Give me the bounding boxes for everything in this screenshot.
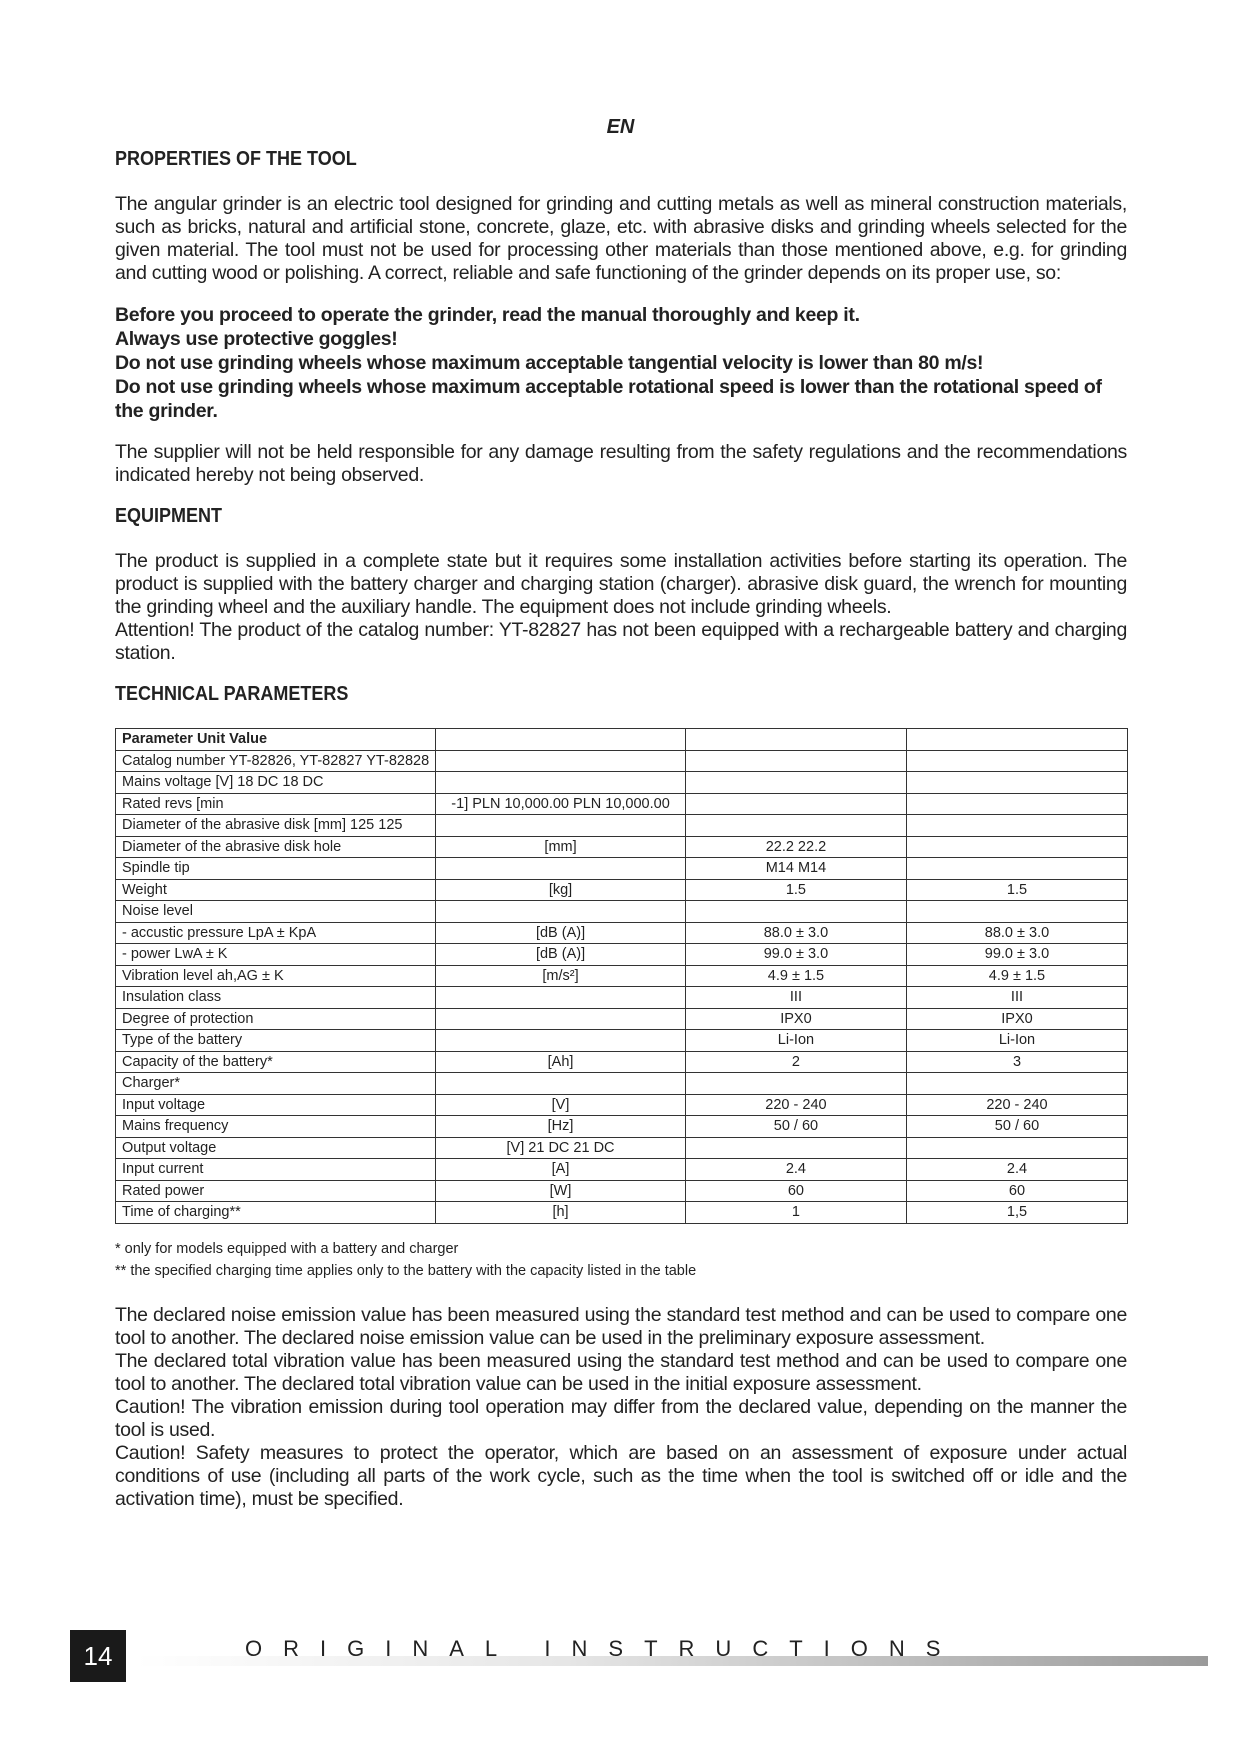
warning-item: Do not use grinding wheels whose maximum acceptable rotational speed is lower than the rotational speed of the grinder. (115, 376, 1102, 422)
table-cell (436, 750, 686, 772)
table-cell: [Hz] (436, 1116, 686, 1138)
table-cell: [m/s²] (436, 965, 686, 987)
table-row (116, 729, 1128, 751)
table-cell: Spindle tip (116, 858, 436, 880)
table-cell: Type of the battery (116, 1030, 436, 1052)
table-cell: [V] (436, 1094, 686, 1116)
properties-text: The angular grinder is an electric tool designed for grinding and cutting metals as well as mineral construction materials, such as bricks, natural and artificial stone, concrete, glaze, etc. with abrasive disks and grinding wheels selected for the given material. The tool must not be used for processing other materials than those mentioned above, e.g. for grinding and cutting wood or polishing. A correct, reliable and safe functioning of the grinder depends on its proper use, so: (115, 193, 1127, 284)
table-cell (906, 793, 1127, 815)
table-cell: 1.5 (906, 879, 1127, 901)
table-cell (906, 901, 1127, 923)
table-cell: Catalog number YT-82826, YT-82827 YT-82828 (116, 750, 436, 772)
table-cell (685, 1137, 906, 1159)
table-cell: 1.5 (685, 879, 906, 901)
table-cell: 220 - 240 (906, 1094, 1127, 1116)
table-cell (685, 901, 906, 923)
table-cell (906, 858, 1127, 880)
table-cell: [A] (436, 1159, 686, 1181)
table-row (116, 1180, 1128, 1202)
table-cell: 60 (685, 1180, 906, 1202)
table-row (116, 750, 1128, 772)
table-cell: Weight (116, 879, 436, 901)
table-cell: Capacity of the battery* (116, 1051, 436, 1073)
table-row (116, 901, 1128, 923)
table-cell: Li-Ion (685, 1030, 906, 1052)
properties-heading: PROPERTIES OF THE TOOL (115, 148, 357, 170)
table-cell: Rated revs [min (116, 793, 436, 815)
table-row (116, 772, 1128, 794)
closing-text: The declared total vibration value has been measured using the standard test method and can be used to compare one tool to another. The declared total vibration value can be used in the initial exposure assessment. (115, 1349, 1127, 1395)
table-row (116, 1202, 1128, 1224)
table-cell (685, 729, 906, 751)
table-cell: [dB (A)] (436, 922, 686, 944)
equipment-text: The product is supplied in a complete state but it requires some installation activities before starting its operation. The product is supplied with the battery charger and charging station (charger). abrasive disk guard, the wrench for mounting the grinding wheel and the auxiliary handle. The equipment does not include grinding wheels. (115, 550, 1127, 618)
table-row (116, 1137, 1128, 1159)
table-cell: 1 (685, 1202, 906, 1224)
table-row (116, 1051, 1128, 1073)
table-cell (906, 772, 1127, 794)
table-row (116, 1116, 1128, 1138)
table-cell: IPX0 (906, 1008, 1127, 1030)
table-cell: Input voltage (116, 1094, 436, 1116)
table-row (116, 1159, 1128, 1181)
table-row (116, 793, 1128, 815)
table-cell: IPX0 (685, 1008, 906, 1030)
table-cell (685, 750, 906, 772)
table-cell (436, 987, 686, 1009)
table-cell: 60 (906, 1180, 1127, 1202)
table-cell: Output voltage (116, 1137, 436, 1159)
table-cell: Parameter Unit Value (116, 729, 436, 751)
closing-text: Caution! The vibration emission during tool operation may differ from the declared value, depending on the manner the tool is used. (115, 1395, 1127, 1441)
closing-text: Caution! Safety measures to protect the operator, which are based on an assessment of exposure under actual conditions of use (including all parts of the work cycle, such as the time when the tool is switched off or idle and the activation time), must be specified. (115, 1441, 1127, 1510)
disclaimer-paragraph (115, 441, 1127, 487)
table-cell: Charger* (116, 1073, 436, 1095)
table-cell: 99.0 ± 3.0 (906, 944, 1127, 966)
table-cell: -1] PLN 10,000.00 PLN 10,000.00 (436, 793, 686, 815)
table-cell: Degree of protection (116, 1008, 436, 1030)
table-cell: Insulation class (116, 987, 436, 1009)
table-cell: Diameter of the abrasive disk hole (116, 836, 436, 858)
table-cell: 1,5 (906, 1202, 1127, 1224)
table-cell: Time of charging** (116, 1202, 436, 1224)
table-cell (436, 815, 686, 837)
table-cell: III (685, 987, 906, 1009)
table-cell: 4.9 ± 1.5 (685, 965, 906, 987)
table-cell: 88.0 ± 3.0 (685, 922, 906, 944)
table-row (116, 944, 1128, 966)
equipment-attention: Attention! The product of the catalog number: YT-82827 has not been equipped with a rechargeable battery and charging station. (115, 619, 1127, 664)
table-cell: III (906, 987, 1127, 1009)
table-cell: 3 (906, 1051, 1127, 1073)
table-cell: 99.0 ± 3.0 (685, 944, 906, 966)
table-cell (436, 1030, 686, 1052)
table-cell: [h] (436, 1202, 686, 1224)
table-cell (685, 1073, 906, 1095)
table-cell: 2.4 (906, 1159, 1127, 1181)
closing-paragraph (115, 1304, 1127, 1511)
properties-paragraph (115, 193, 1127, 285)
table-cell: 50 / 60 (685, 1116, 906, 1138)
table-cell: 4.9 ± 1.5 (906, 965, 1127, 987)
table-cell (685, 815, 906, 837)
table-cell: [kg] (436, 879, 686, 901)
footer-title: ORIGINAL INSTRUCTIONS (245, 1636, 962, 1661)
table-cell: 220 - 240 (685, 1094, 906, 1116)
table-cell (436, 729, 686, 751)
table-cell: [dB (A)] (436, 944, 686, 966)
table-row (116, 836, 1128, 858)
table-row (116, 1073, 1128, 1095)
technical-parameters-table (115, 728, 1128, 1224)
table-cell: [W] (436, 1180, 686, 1202)
table-cell: 50 / 60 (906, 1116, 1127, 1138)
table-cell (436, 1008, 686, 1030)
table-cell: 88.0 ± 3.0 (906, 922, 1127, 944)
note: ** the specified charging time applies only to the battery with the capacity listed in the table (115, 1262, 697, 1279)
technical-heading: TECHNICAL PARAMETERS (115, 683, 349, 705)
table-cell (436, 858, 686, 880)
warning-item: Always use protective goggles! (115, 328, 398, 350)
table-cell (436, 772, 686, 794)
table-cell: M14 M14 (685, 858, 906, 880)
table-cell: Noise level (116, 901, 436, 923)
table-notes (115, 1238, 1127, 1282)
table-cell (906, 729, 1127, 751)
warning-item: Do not use grinding wheels whose maximum acceptable tangential velocity is lower than 80 m/s! (115, 352, 984, 374)
language-label: EN (606, 116, 635, 138)
table-cell: Li-Ion (906, 1030, 1127, 1052)
table-row (116, 1094, 1128, 1116)
table-cell (906, 1137, 1127, 1159)
table-cell (436, 1073, 686, 1095)
table-row (116, 922, 1128, 944)
table-cell: 2 (685, 1051, 906, 1073)
table-cell: - power LwA ± K (116, 944, 436, 966)
table-row (116, 1030, 1128, 1052)
table-cell: [V] 21 DC 21 DC (436, 1137, 686, 1159)
table-row (116, 965, 1128, 987)
table-row (116, 879, 1128, 901)
equipment-heading: EQUIPMENT (115, 505, 223, 527)
page-content (115, 148, 1127, 1529)
table-row (116, 1008, 1128, 1030)
table-cell (906, 1073, 1127, 1095)
table-cell: [mm] (436, 836, 686, 858)
table-cell (685, 793, 906, 815)
table-row (116, 858, 1128, 880)
table-cell: [Ah] (436, 1051, 686, 1073)
table-cell: 2.4 (685, 1159, 906, 1181)
table-row (116, 815, 1128, 837)
table-cell: Vibration level ah,AG ± K (116, 965, 436, 987)
table-cell (906, 750, 1127, 772)
table-cell (436, 901, 686, 923)
disclaimer-text: The supplier will not be held responsible for any damage resulting from the safety regulations and the recommendations indicated hereby not being observed. (115, 441, 1127, 486)
closing-text: The declared noise emission value has been measured using the standard test method and can be used to compare one tool to another. The declared noise emission value can be used in the preliminary exposure assessment. (115, 1303, 1127, 1349)
table-cell: - accustic pressure LpA ± KpA (116, 922, 436, 944)
table-cell: Rated power (116, 1180, 436, 1202)
note: * only for models equipped with a battery and charger (115, 1240, 459, 1257)
table-cell: Mains voltage [V] 18 DC 18 DC (116, 772, 436, 794)
table-cell (906, 815, 1127, 837)
equipment-paragraph (115, 550, 1127, 665)
safety-warnings (115, 303, 1127, 423)
table-cell: Mains frequency (116, 1116, 436, 1138)
warning-item: Before you proceed to operate the grinder, read the manual thoroughly and keep it. (115, 304, 860, 326)
table-cell (906, 836, 1127, 858)
table-cell (685, 772, 906, 794)
table-cell: Diameter of the abrasive disk [mm] 125 125 (116, 815, 436, 837)
table-row (116, 987, 1128, 1009)
page-number: 14 (70, 1630, 126, 1682)
table-cell: Input current (116, 1159, 436, 1181)
table-cell: 22.2 22.2 (685, 836, 906, 858)
